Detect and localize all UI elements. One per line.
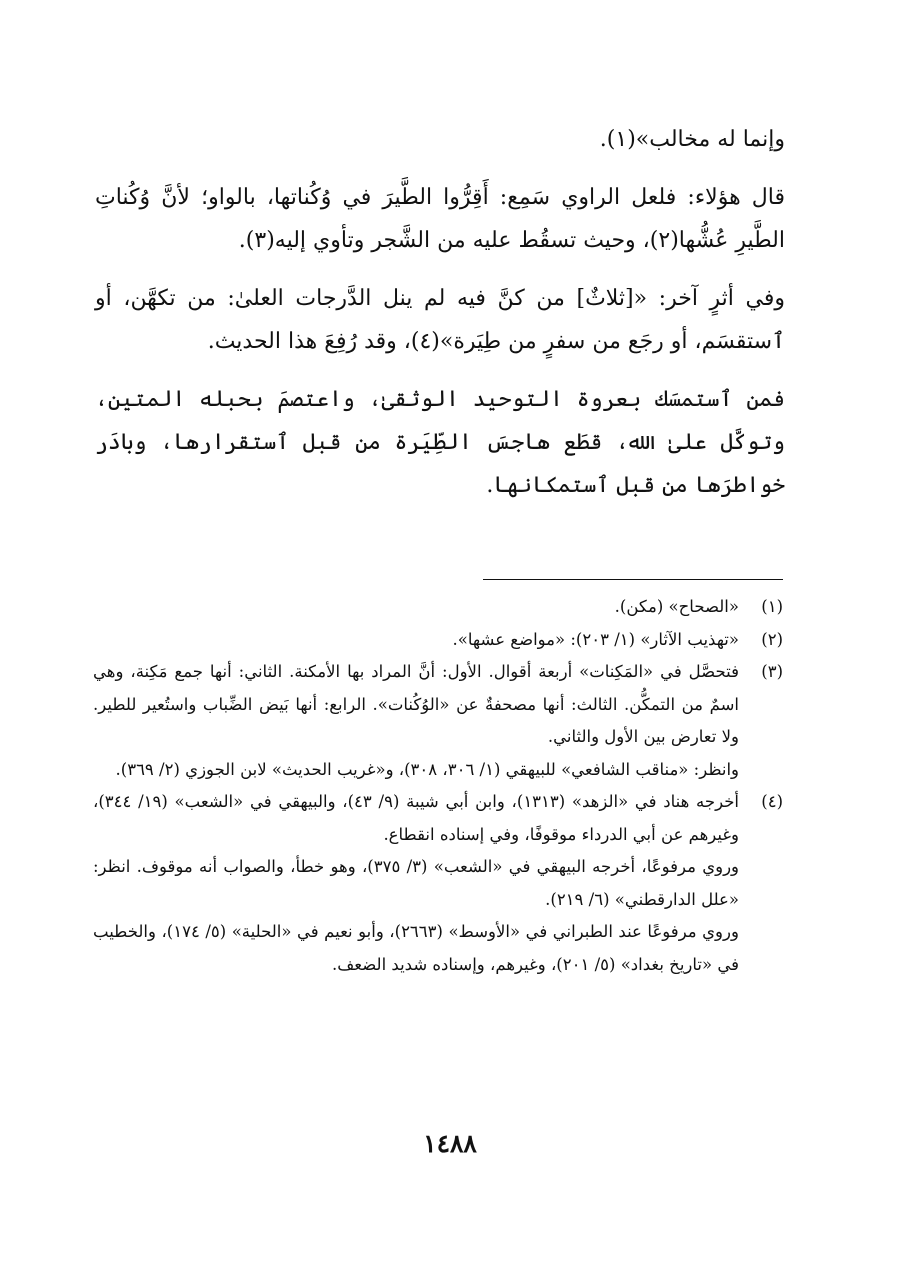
- footnote-line: وانظر: «مناقب الشافعي» للبيهقي (١/ ٣٠٦، ٣٠٨)، و«غريب الحديث» لابن الجوزي (٢/ ٣٦٩).: [115, 759, 739, 779]
- main-paragraph-1: وإنما له مخالب»(١).: [599, 127, 785, 152]
- main-paragraph-4: فمن ٱستمسَك بعروة التوحيد الوثقىٰ، واعتصمَ بحبله المتين، وتوكَّل علىٰ الله، قطَع هاجسَ الطِّيَرة من قبل ٱستقرارها، وبادَر خواطرَها من قبل ٱستمكانها.: [95, 387, 785, 498]
- footnotes: [93, 591, 783, 981]
- footnote-line: أخرجه هناد في «الزهد» (١٣١٣)، وابن أبي شيبة (٩/ ٤٣)، والبيهقي في «الشعب» (١٩/ ٣٤٤)، وغيرهم عن أبي الدرداء موقوفًا، وفي إسناده انقطاع.: [93, 792, 739, 844]
- main-text: [95, 118, 785, 522]
- footnote-body: [93, 624, 739, 657]
- footnote-number: (٣): [761, 662, 783, 681]
- footnote-2: [93, 624, 783, 657]
- main-paragraph-2: قال هؤلاء: فلعل الراوي سَمِع: أَقِرُّوا الطَّيرَ في وُكُناتها، بالواو؛ لأنَّ وُكُناتِ الطَّيرِ عُشُّها(٢)، وحيث تسقُط عليه من الشَّجر وتأوي إليه(٣).: [95, 185, 785, 253]
- footnote-body: [93, 786, 739, 981]
- footnote-number: (١): [761, 597, 783, 616]
- main-paragraph-3: وفي أثرٍ آخر: «[ثلاثٌ] من كنَّ فيه لم ينل الدَّرجات العلىٰ: من تكهَّن، أو ٱستقسَم، أو رجَع من سفرٍ من طِيَرة»(٤)، وقد رُفِعَ هذا الحديث.: [95, 286, 785, 354]
- footnote-divider: [483, 579, 783, 580]
- footnote-1: [93, 591, 783, 624]
- footnote-line: فتحصَّل في «المَكِنات» أربعة أقوال. الأول: أنَّ المراد بها الأمكنة. الثاني: أنها جمع مَكِنة، وهي اسمٌ من التمكُّن. الثالث: أنها مصحفةٌ عن «الوُكُنات». الرابع: أنها بَيض الضِّباب واستُعير للطير. ولا تعارض بين الأول والثاني.: [93, 662, 739, 746]
- footnote-number: (٢): [761, 629, 783, 649]
- footnote-line: وروي مرفوعًا، أخرجه البيهقي في «الشعب» (٣/ ٣٧٥)، وهو خطأ، والصواب أنه موقوف. انظر: «علل الدارقطني» (٦/ ٢١٩).: [93, 857, 740, 909]
- page-number: ١٤٨٨: [423, 1129, 477, 1158]
- footnote-line: وروي مرفوعًا عند الطبراني في «الأوسط» (٢٦٦٣)، وأبو نعيم في «الحلية» (٥/ ١٧٤)، والخطيب في «تاريخ بغداد» (٥/ ٢٠١)، وغيرهم، وإسناده شديد الضعف.: [93, 922, 739, 974]
- footnote-3: [93, 656, 783, 786]
- footnote-body: [93, 591, 739, 624]
- footnote-line: «الصحاح» (مكن).: [614, 597, 739, 616]
- footnote-body: [93, 656, 739, 786]
- footnote-line: «تهذيب الآثار» (١/ ٢٠٣): «مواضع عشها».: [452, 629, 739, 649]
- footnote-number: (٤): [761, 792, 783, 811]
- footnote-4: [93, 786, 783, 981]
